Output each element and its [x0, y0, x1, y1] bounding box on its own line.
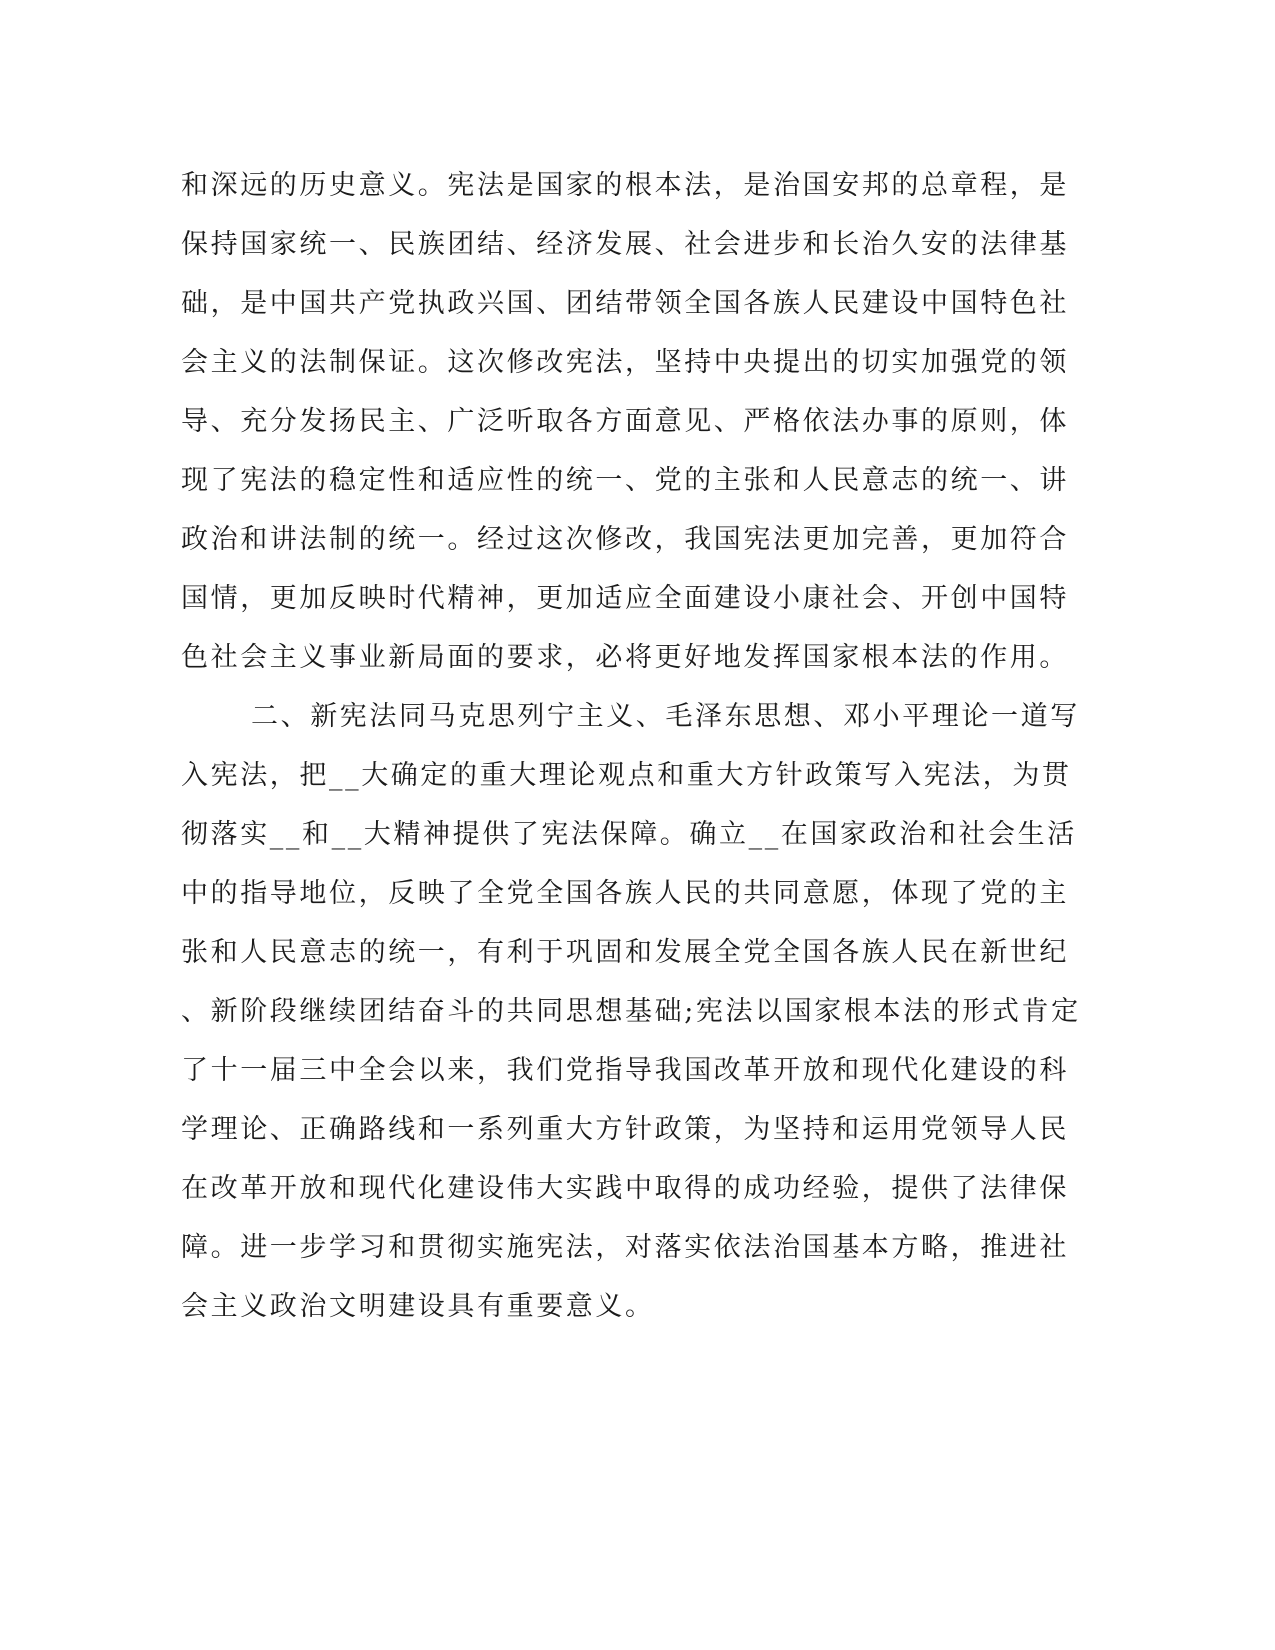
- text-line: 彻落实__和__大精神提供了宪法保障。确立__在国家政治和社会生活: [181, 819, 1077, 850]
- text-line: 在改革开放和现代化建设伟大实践中取得的成功经验，提供了法律保: [181, 1173, 1069, 1204]
- body-text: [181, 156, 1081, 1336]
- text-line: 二、新宪法同马克思列宁主义、毛泽东思想、邓小平理论一道写: [251, 701, 1080, 732]
- text-line: 会主义的法制保证。这次修改宪法，坚持中央提出的切实加强党的领: [181, 347, 1069, 378]
- text-line: 会主义政治文明建设具有重要意义。: [181, 1291, 655, 1322]
- paragraph-2: [181, 687, 1081, 1336]
- text-line: 入宪法，把__大确定的重大理论观点和重大方针政策写入宪法，为贯: [181, 760, 1072, 791]
- text-line: 导、充分发扬民主、广泛听取各方面意见、严格依法办事的原则，体: [181, 406, 1069, 437]
- text-line: 和深远的历史意义。宪法是国家的根本法，是治国安邦的总章程，是: [181, 170, 1069, 201]
- text-line: 了十一届三中全会以来，我们党指导我国改革开放和现代化建设的科: [181, 1055, 1069, 1086]
- text-line: 保持国家统一、民族团结、经济发展、社会进步和长治久安的法律基: [181, 229, 1069, 260]
- text-line: 学理论、正确路线和一系列重大方针政策，为坚持和运用党领导人民: [181, 1114, 1069, 1145]
- text-line: 现了宪法的稳定性和适应性的统一、党的主张和人民意志的统一、讲: [181, 465, 1069, 496]
- text-line: 障。进一步学习和贯彻实施宪法，对落实依法治国基本方略，推进社: [181, 1232, 1069, 1263]
- text-line: 础，是中国共产党执政兴国、团结带领全国各族人民建设中国特色社: [181, 288, 1069, 319]
- paragraph-1: [181, 156, 1069, 687]
- text-line: 色社会主义事业新局面的要求，必将更好地发挥国家根本法的作用。: [181, 642, 1069, 673]
- text-line: 政治和讲法制的统一。经过这次修改，我国宪法更加完善，更加符合: [181, 524, 1069, 555]
- text-line: 国情，更加反映时代精神，更加适应全面建设小康社会、开创中国特: [181, 583, 1069, 614]
- text-line: 中的指导地位，反映了全党全国各族人民的共同意愿，体现了党的主: [181, 878, 1069, 909]
- text-line: 张和人民意志的统一，有利于巩固和发展全党全国各族人民在新世纪: [181, 937, 1069, 968]
- text-line: 、新阶段继续团结奋斗的共同思想基础;宪法以国家根本法的形式肯定: [181, 996, 1081, 1027]
